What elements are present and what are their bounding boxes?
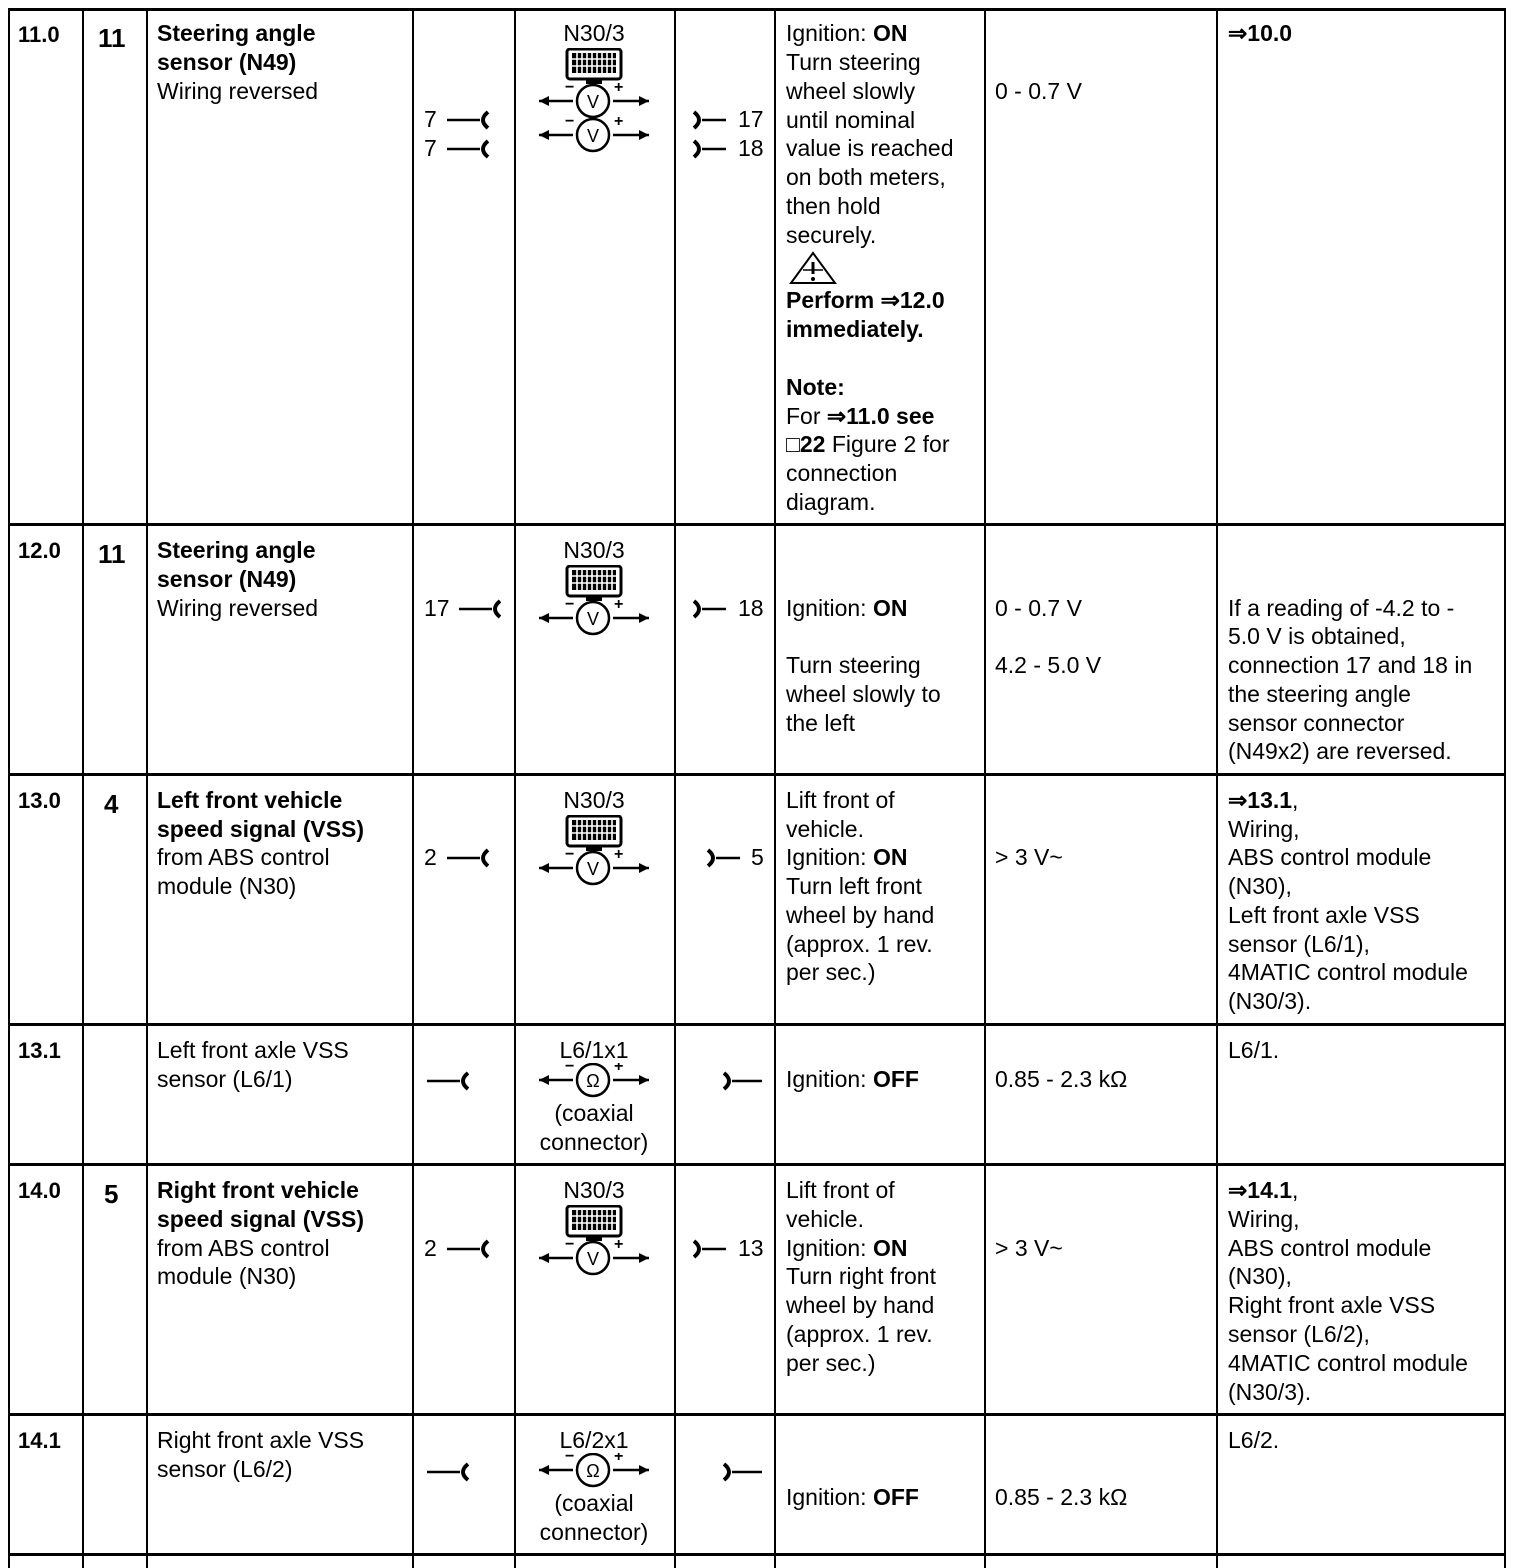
- device-label: N30/3: [563, 1177, 625, 1203]
- nominal-value: 0 - 0.7 V: [995, 595, 1082, 621]
- svg-text:V: V: [586, 92, 600, 112]
- test-condition: on both meters,: [786, 164, 946, 190]
- test-condition: value is reached: [786, 135, 954, 161]
- connector-socket-icon: [444, 108, 492, 162]
- remedy-text: connection 17 and 18 in: [1228, 652, 1473, 678]
- svg-text:V: V: [586, 1249, 600, 1269]
- right-pin: 17: [738, 106, 764, 132]
- remedy-text: sensor (L6/1),: [1228, 931, 1370, 957]
- remedy-link[interactable]: ⇒13.1: [1228, 787, 1293, 813]
- test-condition: until nominal: [786, 107, 916, 133]
- test-number: 13.0: [18, 788, 61, 813]
- remedy-text: ABS control module: [1228, 844, 1432, 870]
- ohmmeter-icon: [539, 1063, 651, 1099]
- test-condition: (approx. 1 rev.: [786, 931, 933, 957]
- test-condition: the left: [786, 710, 856, 736]
- test-title: Steering angle: [157, 20, 316, 46]
- device-label: N30/3: [563, 537, 625, 563]
- left-pin: 2: [424, 844, 437, 870]
- test-description: Wiring reversed: [157, 78, 319, 104]
- test-condition: vehicle.: [786, 1206, 864, 1232]
- test-title: sensor (N49): [157, 49, 297, 75]
- test-condition: Ignition: ON: [786, 595, 908, 621]
- nominal-value: 0.85 - 2.3 kΩ: [995, 1484, 1128, 1510]
- test-title: Steering angle: [157, 537, 316, 563]
- test-condition: vehicle.: [786, 816, 864, 842]
- test-condition: securely.: [786, 222, 877, 248]
- test-description: from ABS control: [157, 844, 330, 870]
- step-number: 11: [98, 23, 126, 53]
- connector-socket-icon: [456, 597, 504, 621]
- test-condition: Turn steering: [786, 652, 921, 678]
- right-pin: 18: [738, 135, 764, 161]
- device-label: N30/3: [563, 787, 625, 813]
- test-description: Wiring reversed: [157, 595, 319, 621]
- test-number: 14.1: [18, 1428, 61, 1453]
- test-description: from ABS control: [157, 1235, 330, 1261]
- test-condition: wheel by hand: [786, 902, 935, 928]
- remedy-link[interactable]: ⇒10.0: [1228, 20, 1293, 46]
- device-label: L6/1x1: [559, 1037, 629, 1063]
- remedy-text: 4MATIC control module: [1228, 959, 1468, 985]
- test-condition: Turn left front: [786, 873, 922, 899]
- left-pin: 17: [424, 595, 450, 621]
- step-number: 4: [104, 789, 119, 819]
- svg-text:V: V: [586, 609, 600, 629]
- connector-socket-icon: [424, 1460, 472, 1484]
- connector-plug-icon: [688, 1237, 728, 1261]
- svg-text:Ω: Ω: [586, 1461, 600, 1481]
- note-text: connection: [786, 460, 898, 486]
- connector-socket-icon: [424, 1069, 472, 1093]
- connector-plug-icon: [688, 597, 728, 621]
- device-note: (coaxial: [554, 1490, 634, 1516]
- test-description: sensor (L6/1): [157, 1066, 293, 1092]
- warning-text: Perform ⇒12.0: [786, 287, 945, 313]
- nominal-value: 0 - 0.7 V: [995, 78, 1082, 104]
- test-condition: per sec.): [786, 1350, 876, 1376]
- test-condition: wheel by hand: [786, 1292, 935, 1318]
- connector-plug-icon: [718, 1460, 766, 1484]
- remedy-text: 4MATIC control module: [1228, 1350, 1468, 1376]
- test-condition: Turn steering: [786, 49, 921, 75]
- nominal-value: > 3 V~: [995, 1235, 1063, 1261]
- remedy-text: Left front axle VSS: [1228, 902, 1420, 928]
- test-condition: wheel slowly: [786, 78, 916, 104]
- voltmeter-icon: [539, 565, 651, 639]
- nominal-value: 4.2 - 5.0 V: [995, 652, 1102, 678]
- voltmeter-icon: [539, 48, 651, 158]
- test-condition: then hold: [786, 193, 881, 219]
- test-description: module (N30): [157, 1263, 297, 1289]
- test-condition: wheel slowly to: [786, 681, 941, 707]
- connector-plug-icon: [688, 108, 728, 162]
- remedy-text: 5.0 V is obtained,: [1228, 623, 1406, 649]
- remedy-text: Wiring,: [1228, 1206, 1300, 1232]
- device-label: N30/3: [563, 20, 625, 46]
- left-pin: 7: [424, 106, 437, 132]
- svg-text:Ω: Ω: [586, 1071, 600, 1091]
- nominal-value: 0.85 - 2.3 kΩ: [995, 1066, 1128, 1092]
- remedy-text: sensor (L6/2),: [1228, 1321, 1370, 1347]
- test-title: Right front vehicle: [157, 1177, 359, 1203]
- remedy-text: ⇒13.1,: [1228, 787, 1299, 813]
- remedy-text: Right front axle VSS: [1228, 1292, 1436, 1318]
- test-number: 11.0: [18, 22, 60, 47]
- remedy-text: (N30/3).: [1228, 1379, 1312, 1405]
- test-number: 14.0: [18, 1178, 61, 1203]
- remedy-text: (N30/3).: [1228, 988, 1312, 1014]
- note-text: For ⇒11.0 see: [786, 403, 935, 429]
- ohmmeter-icon: [539, 1453, 651, 1489]
- device-note: connector): [539, 1519, 649, 1545]
- note-title: Note:: [786, 374, 845, 400]
- test-condition: (approx. 1 rev.: [786, 1321, 933, 1347]
- test-condition: Lift front of: [786, 787, 895, 813]
- left-pin: 2: [424, 1235, 437, 1261]
- warning-text: immediately.: [786, 316, 924, 342]
- right-pin: 5: [751, 844, 764, 870]
- test-description: sensor (L6/2): [157, 1456, 293, 1482]
- test-title: Left front vehicle: [157, 787, 343, 813]
- remedy-text: L6/1.: [1228, 1037, 1280, 1063]
- test-condition: per sec.): [786, 959, 876, 985]
- remedy-text: If a reading of -4.2 to -: [1228, 595, 1455, 621]
- test-number: 13.1: [18, 1038, 61, 1063]
- connector-socket-icon: [444, 1237, 492, 1261]
- connector-plug-icon: [718, 1069, 766, 1093]
- remedy-text: ABS control module: [1228, 1235, 1432, 1261]
- step-number: 11: [98, 539, 126, 569]
- left-pin: 7: [424, 135, 437, 161]
- remedy-text: (N30),: [1228, 1263, 1292, 1289]
- note-text: □22 Figure 2 for: [786, 431, 950, 457]
- device-label: L6/2x1: [559, 1427, 629, 1453]
- right-pin: 13: [738, 1235, 764, 1261]
- device-note: (coaxial: [554, 1100, 634, 1126]
- step-number: 5: [104, 1179, 119, 1209]
- test-title: sensor (N49): [157, 566, 297, 592]
- right-pin: 18: [738, 595, 764, 621]
- test-condition: Ignition: ON: [786, 20, 908, 46]
- test-condition: Ignition: OFF: [786, 1066, 919, 1092]
- remedy-text: sensor connector: [1228, 710, 1405, 736]
- remedy-text: L6/2.: [1228, 1427, 1280, 1453]
- test-condition: Ignition: ON: [786, 1235, 908, 1261]
- test-title: speed signal (VSS): [157, 1206, 365, 1232]
- device-note: connector): [539, 1129, 649, 1155]
- remedy-text: (N30),: [1228, 873, 1292, 899]
- nominal-value: > 3 V~: [995, 844, 1063, 870]
- test-number: 12.0: [18, 538, 61, 563]
- test-condition: Turn right front: [786, 1263, 936, 1289]
- test-description: module (N30): [157, 873, 297, 899]
- test-condition: Ignition: ON: [786, 844, 908, 870]
- remedy-text: Wiring,: [1228, 816, 1300, 842]
- svg-text:V: V: [586, 126, 600, 146]
- remedy-link[interactable]: ⇒14.1: [1228, 1177, 1293, 1203]
- note-text: diagram.: [786, 489, 876, 515]
- test-description: Left front axle VSS: [157, 1037, 349, 1063]
- connector-socket-icon: [444, 846, 492, 870]
- voltmeter-icon: [539, 1205, 651, 1279]
- remedy-text: the steering angle: [1228, 681, 1411, 707]
- test-description: Right front axle VSS: [157, 1427, 365, 1453]
- svg-text:V: V: [586, 859, 600, 879]
- warning-icon: [788, 250, 838, 286]
- remedy-text: ⇒14.1,: [1228, 1177, 1299, 1203]
- voltmeter-icon: [539, 815, 651, 889]
- test-condition: Ignition: OFF: [786, 1484, 919, 1510]
- connector-plug-icon: [702, 846, 742, 870]
- test-condition: Lift front of: [786, 1177, 895, 1203]
- test-title: speed signal (VSS): [157, 816, 365, 842]
- remedy-text: (N49x2) are reversed.: [1228, 738, 1452, 764]
